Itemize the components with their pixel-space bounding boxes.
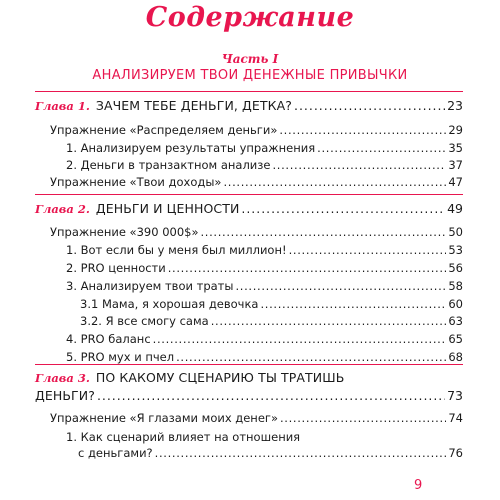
dot-leader: [289, 242, 447, 258]
toc-subentry[interactable]: [66, 260, 463, 276]
dot-leader: [168, 260, 447, 276]
toc-chapter-1[interactable]: [35, 98, 463, 114]
toc-subsubentry[interactable]: [80, 313, 463, 329]
toc-text: Упражнение «390 000$»: [50, 225, 199, 239]
toc-text: ДЕНЬГИ?: [35, 388, 95, 403]
page-number: 37: [448, 158, 463, 172]
toc-entry[interactable]: [50, 410, 463, 426]
page-number: 60: [448, 297, 463, 311]
toc-subentry[interactable]: [66, 140, 463, 156]
toc-subentry[interactable]: [66, 278, 463, 294]
chapter-divider: [35, 364, 463, 365]
toc-chapter-2[interactable]: [35, 201, 463, 217]
toc-text: 3.2. Я все смогу сама: [80, 314, 209, 328]
toc-text: Упражнение «Твои доходы»: [50, 175, 222, 189]
page-number: 35: [448, 141, 463, 155]
toc-entry[interactable]: [50, 224, 463, 240]
toc-text: ПО КАКОМУ СЦЕНАРИЮ ТЫ ТРАТИШЬ: [95, 370, 345, 385]
toc-text: 1. Вот если бы у меня был миллион!: [66, 243, 287, 257]
part-label: Часть I: [221, 52, 279, 66]
dot-leader: [317, 140, 446, 156]
toc-text: Упражнение «Я глазами моих денег»: [50, 411, 278, 425]
dot-leader: [201, 224, 447, 240]
toc-subsubentry[interactable]: [80, 296, 463, 312]
dot-leader: [280, 410, 446, 426]
dot-leader: [241, 201, 445, 217]
dot-leader: [155, 445, 447, 461]
toc-entry[interactable]: [50, 174, 463, 190]
page-number: 49: [447, 201, 463, 216]
chapter-label: Глава 2.: [35, 202, 90, 216]
page-number: 23: [447, 98, 463, 113]
page-number: 73: [447, 388, 463, 403]
toc-subentry-continued[interactable]: [78, 445, 463, 461]
dot-leader: [235, 278, 446, 294]
chapter-divider: [35, 194, 463, 195]
toc-text: с деньгами?: [78, 446, 153, 460]
toc-text: 3.1 Мама, я хорошая девочка: [80, 297, 259, 311]
toc-text: 2. PRO ценности: [66, 261, 166, 275]
toc-text: 4. PRO баланс: [66, 332, 151, 346]
dot-leader: [272, 157, 446, 173]
page-number: 63: [448, 314, 463, 328]
dot-leader: [260, 296, 446, 312]
page-number: 58: [448, 279, 463, 293]
toc-text: 1. Как сценарий влияет на отношения: [66, 430, 301, 444]
page-number: 65: [448, 332, 463, 346]
toc-text: ДЕНЬГИ И ЦЕННОСТИ: [95, 201, 240, 216]
footer-page-number: 9: [414, 478, 423, 493]
toc-chapter-3-continued[interactable]: [35, 388, 463, 404]
chapter-label: Глава 1.: [35, 99, 90, 113]
page-number: 74: [448, 411, 463, 425]
toc-text: 1. Анализируем результаты упражнения: [66, 141, 316, 155]
part-title: АНАЛИЗИРУЕМ ТВОИ ДЕНЕЖНЫЕ ПРИВЫЧКИ: [92, 68, 408, 83]
toc-subentry[interactable]: [66, 242, 463, 258]
toc-entry[interactable]: [50, 122, 463, 138]
page-number: 76: [448, 446, 463, 460]
chapter-divider: [35, 91, 463, 92]
toc-subentry[interactable]: [66, 157, 463, 173]
toc-text: ЗАЧЕМ ТЕБЕ ДЕНЬГИ, ДЕТКА?: [95, 98, 293, 113]
toc-chapter-3[interactable]: [35, 370, 463, 386]
toc-text: 5. PRO мух и пчел: [66, 350, 175, 364]
dot-leader: [176, 349, 446, 365]
dot-leader: [153, 331, 447, 347]
toc-text: Упражнение «Распределяем деньги»: [50, 123, 278, 137]
page-number: 56: [448, 261, 463, 275]
page-title: Содержание: [145, 2, 355, 33]
page-number: 53: [448, 243, 463, 257]
dot-leader: [223, 174, 446, 190]
page-number: 29: [448, 123, 463, 137]
toc-subentry[interactable]: [66, 429, 463, 445]
page-number: 68: [448, 350, 463, 364]
page-number: 50: [448, 225, 463, 239]
toc-subentry[interactable]: [66, 331, 463, 347]
page-number: 47: [448, 175, 463, 189]
toc-subentry[interactable]: [66, 349, 463, 365]
dot-leader: [294, 98, 445, 114]
chapter-label: Глава 3.: [35, 371, 90, 385]
dot-leader: [211, 313, 447, 329]
dot-leader: [279, 122, 446, 138]
toc-text: 2. Деньги в транзактном анализе: [66, 158, 271, 172]
dot-leader: [97, 388, 445, 404]
toc-text: 3. Анализируем твои траты: [66, 279, 234, 293]
